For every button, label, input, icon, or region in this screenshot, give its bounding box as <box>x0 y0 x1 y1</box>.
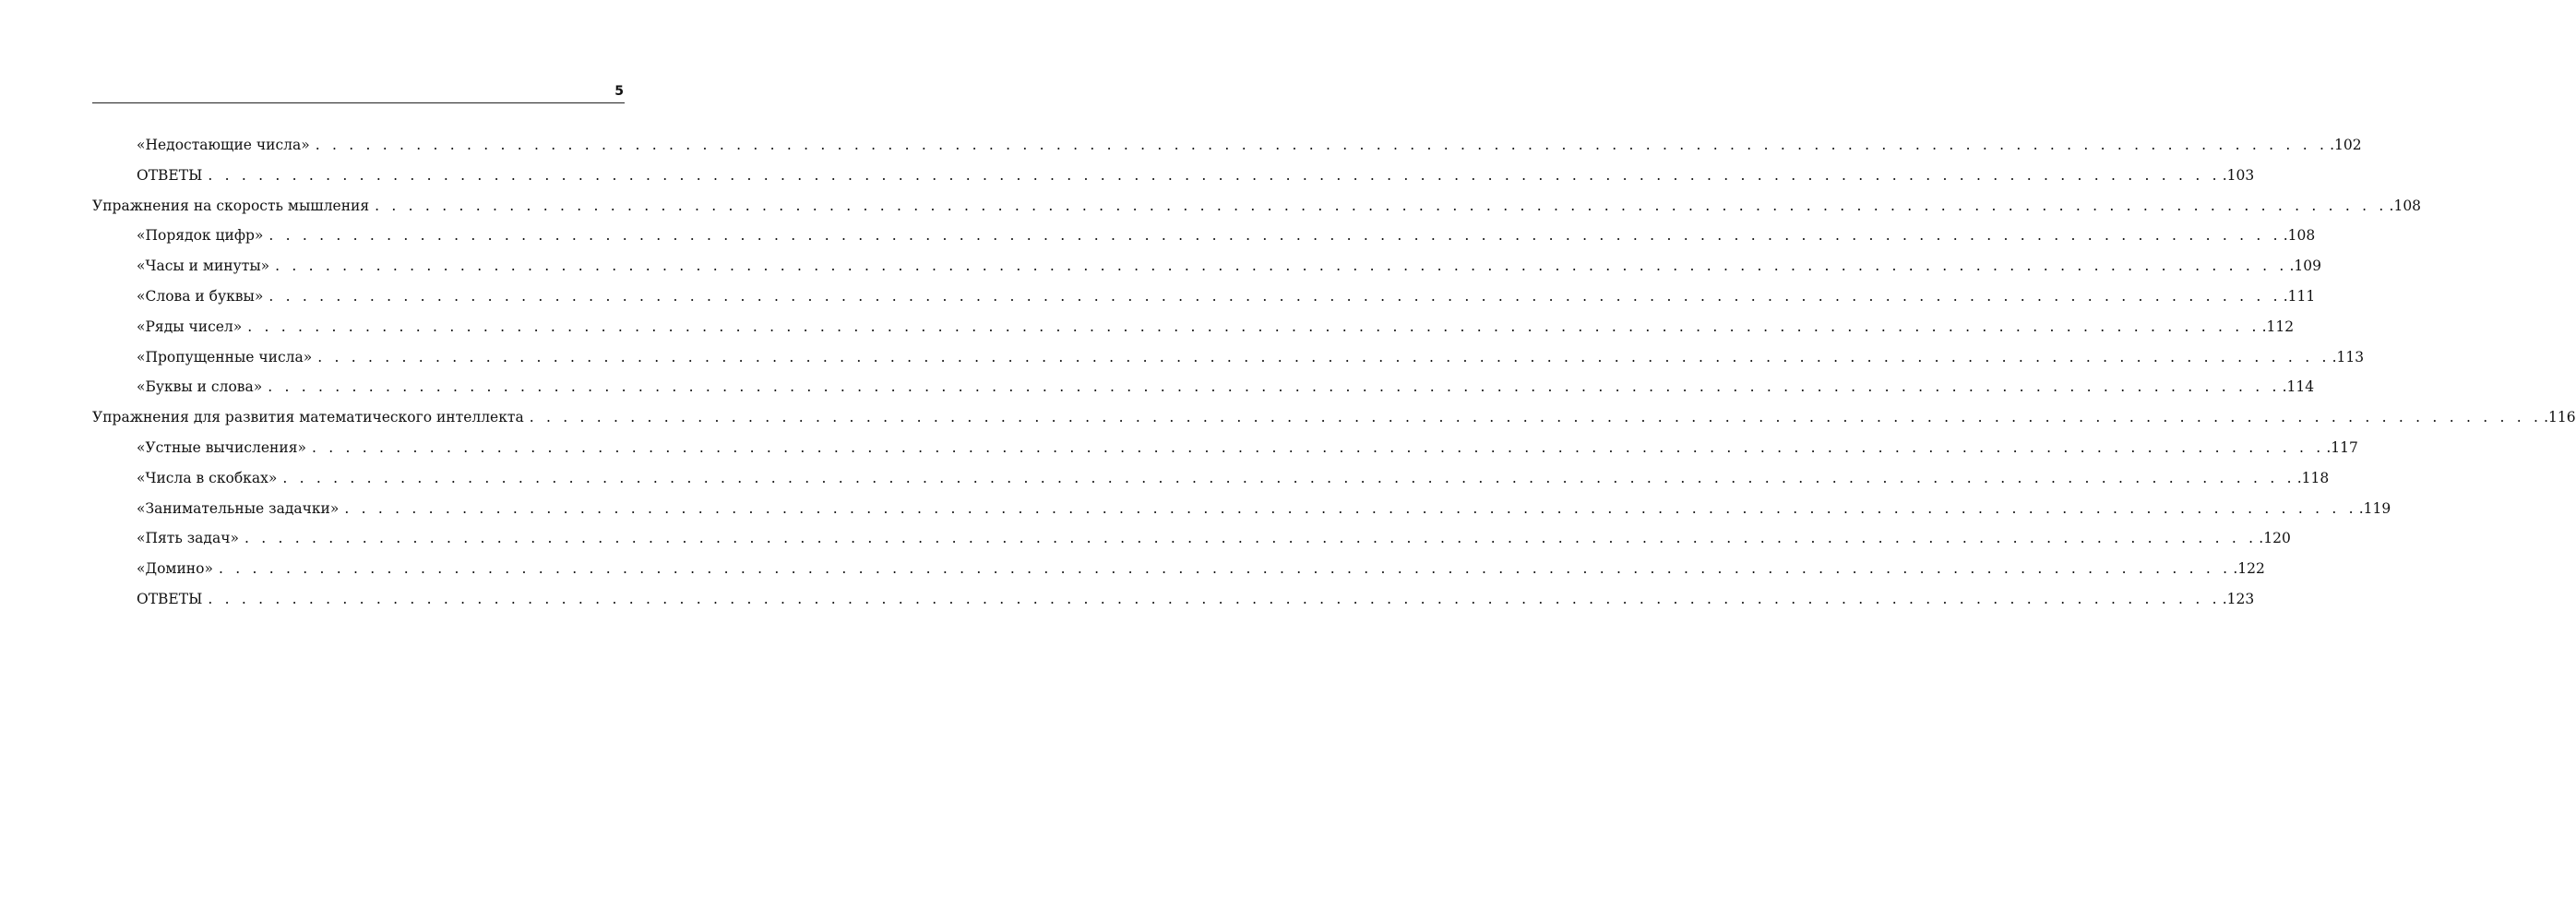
toc-entry-page: .113 <box>2332 348 2365 366</box>
toc-entry-page: .103 <box>2222 166 2255 184</box>
toc-entry-title: «Домино» <box>137 560 213 578</box>
toc-dot-leader: . . . . . . . . . . . . . . . . . . . . . . . . . . . . . . . . . . . . . . . . . . . . . . . . . . . . . . . . . . . . . . . . . . . . . . . . . . . . . . . . . . . . . . . . . . . . . . . . . . . . . . . . . . . . . . . . . . . . . . . . <box>218 560 2232 578</box>
toc-subsection-entry <box>92 527 2291 557</box>
toc-dot-leader: . . . . . . . . . . . . . . . . . . . . . . . . . . . . . . . . . . . . . . . . . . . . . . . . . . . . . . . . . . . . . . . . . . . . . . . . . . . . . . . . . . . . . . . . . . . . . . . . . . . . . . . . . . . . . . . . . . . . . . . . <box>317 348 2331 366</box>
toc-entry-page: .120 <box>2259 530 2291 547</box>
toc-entry-title: «Пять задач» <box>137 530 239 547</box>
toc-dot-leader: . . . . . . . . . . . . . . . . . . . . . . . . . . . . . . . . . . . . . . . . . . . . . . . . . . . . . . . . . . . . . . . . . . . . . . . . . . . . . . . . . . . . . . . . . . . . . . . . . . . . . . . . . . . . . . . . . . . . . . . . <box>275 258 2288 275</box>
toc-subsection-entry <box>92 437 2358 467</box>
toc-entry-title: ОТВЕТЫ <box>137 590 203 607</box>
toc-entry-page: .112 <box>2261 318 2295 335</box>
toc-entry-page: .109 <box>2289 258 2322 275</box>
toc-entry-title: «Занимательные задачки» <box>137 499 340 517</box>
toc-dot-leader: . . . . . . . . . . . . . . . . . . . . . . . . . . . . . . . . . . . . . . . . . . . . . . . . . . . . . . . . . . . . . . . . . . . . . . . . . . . . . . . . . . . . . . . . . . . . . . . . . . . . . . . . . . . . . . . . . . . . . . . . <box>375 197 2388 214</box>
toc-dot-leader: . . . . . . . . . . . . . . . . . . . . . . . . . . . . . . . . . . . . . . . . . . . . . . . . . . . . . . . . . . . . . . . . . . . . . . . . . . . . . . . . . . . . . . . . . . . . . . . . . . . . . . . . . . . . . . . . . . . . . . . . <box>208 166 2221 184</box>
toc-dot-leader: . . . . . . . . . . . . . . . . . . . . . . . . . . . . . . . . . . . . . . . . . . . . . . . . . . . . . . . . . . . . . . . . . . . . . . . . . . . . . . . . . . . . . . . . . . . . . . . . . . . . . . . . . . . . . . . . . . . . . . . . <box>311 438 2325 456</box>
toc-entry-title: «Недостающие числа» <box>137 137 310 153</box>
toc-entry-page: .122 <box>2233 560 2265 578</box>
toc-dot-leader: . . . . . . . . . . . . . . . . . . . . . . . . . . . . . . . . . . . . . . . . . . . . . . . . . . . . . . . . . . . . . . . . . . . . . . . . . . . . . . . . . . . . . . . . . . . . . . . . . . . . . . . . . . . . . . . . . . . . . . . . <box>344 499 2357 517</box>
toc-entry-title: ОТВЕТЫ <box>137 166 203 184</box>
table-of-contents <box>92 134 2576 618</box>
toc-dot-leader: . . . . . . . . . . . . . . . . . . . . . . . . . . . . . . . . . . . . . . . . . . . . . . . . . . . . . . . . . . . . . . . . . . . . . . . . . . . . . . . . . . . . . . . . . . . . . . . . . . . . . . . . . . . . . . . . . . . . . . . . <box>315 137 2329 153</box>
toc-subsection-entry <box>92 467 2330 497</box>
toc-entry-title: Упражнения на скорость мышления <box>92 197 370 214</box>
toc-subsection-entry <box>92 164 2255 195</box>
toc-section-entry <box>92 406 2576 437</box>
toc-section-entry <box>92 195 2422 225</box>
toc-subsection-entry <box>92 255 2322 285</box>
toc-entry-page: .119 <box>2358 499 2391 517</box>
toc-entry-page: .111 <box>2283 287 2316 305</box>
toc-entry-page: .108 <box>2283 227 2316 245</box>
toc-dot-leader: . . . . . . . . . . . . . . . . . . . . . . . . . . . . . . . . . . . . . . . . . . . . . . . . . . . . . . . . . . . . . . . . . . . . . . . . . . . . . . . . . . . . . . . . . . . . . . . . . . . . . . . . . . . . . . . . . . . . . . . . <box>247 318 2260 335</box>
toc-subsection-entry <box>92 285 2316 316</box>
toc-entry-title: Упражнения для развития математического интеллекта <box>92 409 524 426</box>
toc-entry-title: «Устные вычисления» <box>137 438 306 456</box>
toc-subsection-entry <box>92 316 2295 346</box>
toc-entry-title: «Часы и минуты» <box>137 258 270 275</box>
toc-dot-leader: . . . . . . . . . . . . . . . . . . . . . . . . . . . . . . . . . . . . . . . . . . . . . . . . . . . . . . . . . . . . . . . . . . . . . . . . . . . . . . . . . . . . . . . . . . . . . . . . . . . . . . . . . . . . . . . . . . . . . . . . <box>268 287 2282 305</box>
toc-subsection-entry <box>92 557 2265 588</box>
toc-subsection-entry <box>92 224 2316 255</box>
page-number: 5 <box>614 84 624 99</box>
toc-entry-page: .108 <box>2389 197 2422 214</box>
toc-subsection-entry <box>92 134 2362 164</box>
toc-entry-title: «Ряды чисел» <box>137 318 243 335</box>
toc-subsection-entry <box>92 497 2391 528</box>
toc-dot-leader: . . . . . . . . . . . . . . . . . . . . . . . . . . . . . . . . . . . . . . . . . . . . . . . . . . . . . . . . . . . . . . . . . . . . . . . . . . . . . . . . . . . . . . . . . . . . . . . . . . . . . . . . . . . . . . . . . . . . . . . . <box>208 590 2221 607</box>
toc-entry-page: .118 <box>2296 469 2330 486</box>
toc-entry-title: «Порядок цифр» <box>137 227 264 245</box>
toc-dot-leader: . . . . . . . . . . . . . . . . . . . . . . . . . . . . . . . . . . . . . . . . . . . . . . . . . . . . . . . . . . . . . . . . . . . . . . . . . . . . . . . . . . . . . . . . . . . . . . . . . . . . . . . . . . . . . . . . . . . . . . . . <box>244 530 2258 547</box>
toc-entry-page: .114 <box>2282 378 2315 396</box>
toc-entry-title: «Пропущенные числа» <box>137 348 313 366</box>
toc-dot-leader: . . . . . . . . . . . . . . . . . . . . . . . . . . . . . . . . . . . . . . . . . . . . . . . . . . . . . . . . . . . . . . . . . . . . . . . . . . . . . . . . . . . . . . . . . . . . . . . . . . . . . . . . . . . . . . . . . . . . . . . . <box>282 469 2296 486</box>
toc-entry-title: «Слова и буквы» <box>137 287 264 305</box>
toc-dot-leader: . . . . . . . . . . . . . . . . . . . . . . . . . . . . . . . . . . . . . . . . . . . . . . . . . . . . . . . . . . . . . . . . . . . . . . . . . . . . . . . . . . . . . . . . . . . . . . . . . . . . . . . . . . . . . . . . . . . . . . . . <box>529 409 2543 426</box>
toc-subsection-entry <box>92 346 2365 377</box>
toc-subsection-entry <box>92 588 2255 618</box>
toc-entry-title: «Числа в скобках» <box>137 469 278 486</box>
toc-subsection-entry <box>92 376 2315 406</box>
toc-entry-page: .117 <box>2326 438 2358 456</box>
toc-entry-page: .102 <box>2330 137 2362 153</box>
toc-dot-leader: . . . . . . . . . . . . . . . . . . . . . . . . . . . . . . . . . . . . . . . . . . . . . . . . . . . . . . . . . . . . . . . . . . . . . . . . . . . . . . . . . . . . . . . . . . . . . . . . . . . . . . . . . . . . . . . . . . . . . . . . <box>268 227 2282 245</box>
toc-entry-page: .123 <box>2222 590 2255 607</box>
toc-entry-page: .116 <box>2544 409 2576 426</box>
toc-dot-leader: . . . . . . . . . . . . . . . . . . . . . . . . . . . . . . . . . . . . . . . . . . . . . . . . . . . . . . . . . . . . . . . . . . . . . . . . . . . . . . . . . . . . . . . . . . . . . . . . . . . . . . . . . . . . . . . . . . . . . . . . <box>268 378 2281 396</box>
header-rule <box>92 102 625 103</box>
toc-entry-title: «Буквы и слова» <box>137 378 263 396</box>
